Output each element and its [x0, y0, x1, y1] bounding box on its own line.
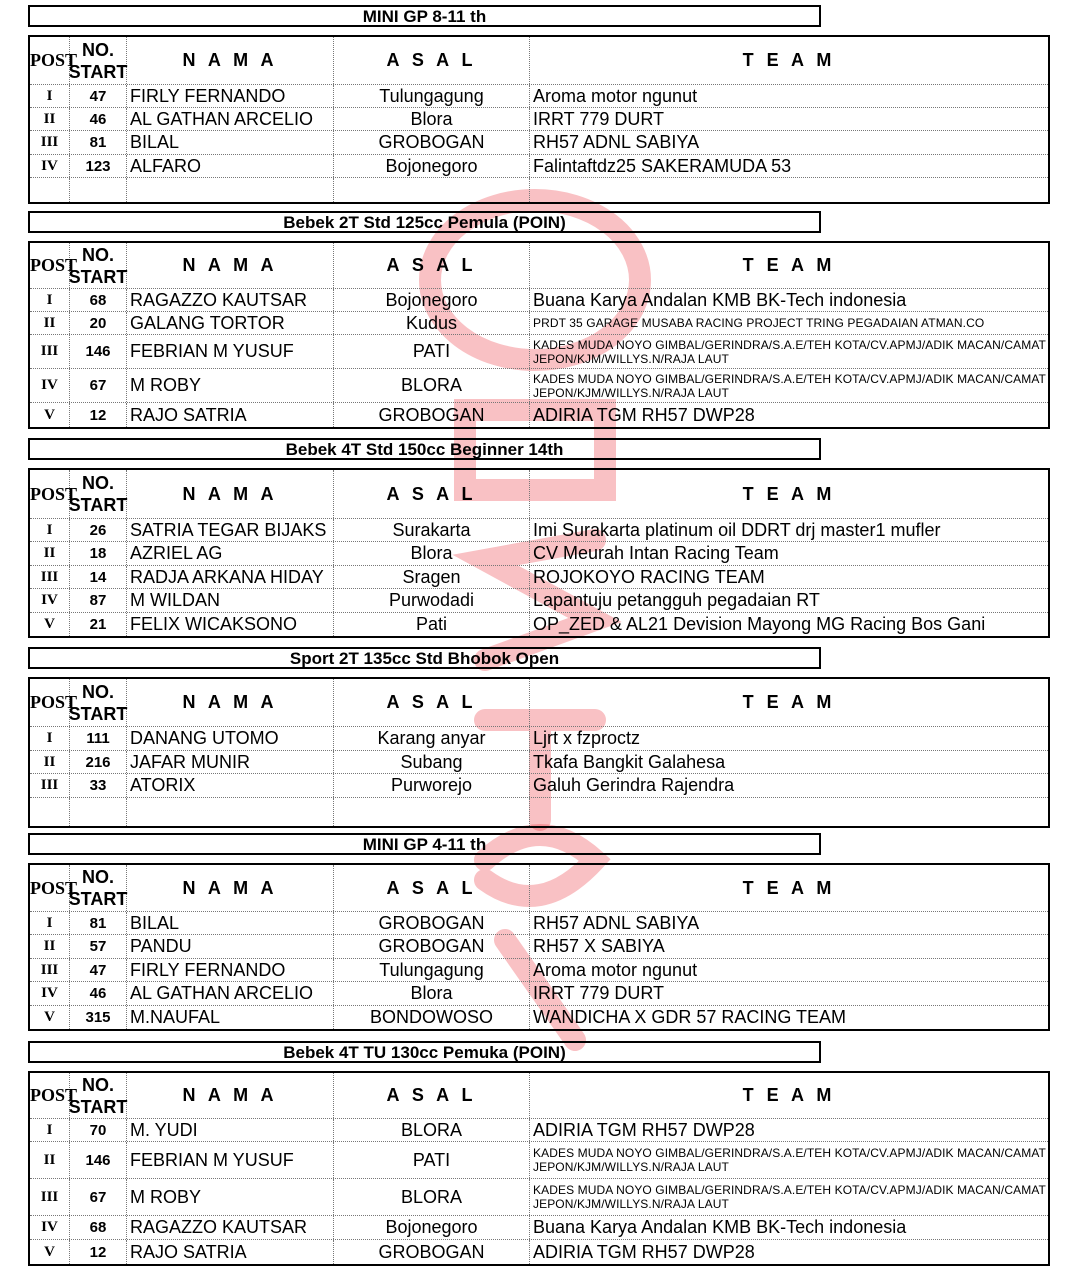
header-nama: N A M A: [127, 37, 334, 84]
table-row: [30, 131, 1048, 155]
team-cell: Lapantuju petangguh pegadaian RT: [533, 590, 820, 610]
origin-cell: Purwodadi: [334, 589, 530, 612]
header-no-start: [70, 1073, 127, 1118]
header-no-line1: NO.: [81, 244, 114, 265]
start-number-cell: 81: [70, 912, 127, 934]
rider-name-cell: GALANG TORTOR: [127, 312, 334, 334]
origin-cell: GROBOGAN: [334, 912, 530, 934]
start-number-cell: 57: [70, 935, 127, 958]
position-cell: I: [30, 727, 70, 750]
rider-name-cell: AL GATHAN ARCELIO: [127, 108, 334, 130]
start-number-cell: 18: [70, 542, 127, 565]
start-number-cell: 123: [70, 155, 127, 177]
rider-name-cell: ALFARO: [127, 155, 334, 177]
origin-cell: Blora: [334, 982, 530, 1005]
header-no-line2: START: [68, 1096, 128, 1117]
start-number-cell: [70, 178, 127, 202]
team-cell: IRRT 779 DURT: [533, 108, 665, 129]
start-number-cell: 67: [70, 1179, 127, 1215]
table-header-row: [30, 243, 1048, 289]
header-nama: N A M A: [127, 1073, 334, 1118]
table-row: [30, 589, 1048, 613]
table-row: [30, 542, 1048, 566]
origin-cell: GROBOGAN: [334, 1240, 530, 1264]
header-team: T E A M: [742, 1085, 836, 1105]
position-cell: I: [30, 289, 70, 311]
position-cell: IV: [30, 589, 70, 612]
origin-cell: Blora: [334, 108, 530, 130]
section-title: Bebek 4T Std 150cc Beginner 14th: [28, 438, 821, 460]
header-team: T E A M: [742, 692, 836, 712]
team-cell: RH57 X SABIYA: [533, 936, 665, 956]
start-number-cell: 12: [70, 403, 127, 427]
origin-cell: GROBOGAN: [334, 131, 530, 154]
position-cell: [30, 798, 70, 826]
table-row: [30, 912, 1048, 935]
rider-name-cell: DANANG UTOMO: [127, 727, 334, 750]
header-team: T E A M: [742, 255, 836, 275]
table-header-row: [30, 865, 1048, 912]
header-no-line2: START: [68, 266, 128, 287]
start-number-cell: 146: [70, 1142, 127, 1178]
table-row: [30, 335, 1048, 369]
rider-name-cell: FIRLY FERNANDO: [127, 959, 334, 981]
position-cell: V: [30, 613, 70, 636]
start-number-cell: 14: [70, 566, 127, 588]
header-no-line2: START: [68, 61, 128, 82]
position-cell: III: [30, 131, 70, 154]
header-no-start: [70, 865, 127, 911]
origin-cell: Tulungagung: [334, 85, 530, 107]
team-cell: PRDT 35 GARAGE MUSABA RACING PROJECT TRING PEGADAIAN ATMAN.CO: [533, 316, 985, 330]
table-row: [30, 727, 1048, 751]
header-post: POST: [30, 243, 70, 288]
start-number-cell: 70: [70, 1119, 127, 1141]
team-cell: WANDICHA X GDR 57 RACING TEAM: [533, 1007, 847, 1027]
origin-cell: Surakarta: [334, 519, 530, 541]
header-asal: A S A L: [334, 243, 530, 288]
rider-name-cell: ATORIX: [127, 774, 334, 797]
position-cell: I: [30, 85, 70, 107]
team-cell: Aroma motor ngunut: [533, 959, 698, 980]
table-header-row: [30, 470, 1048, 519]
team-cell: Aroma motor ngunut: [533, 85, 698, 106]
header-team: T E A M: [742, 483, 836, 504]
table-row: [30, 178, 1048, 202]
origin-cell: Kudus: [334, 312, 530, 334]
origin-cell: Bojonegoro: [334, 1216, 530, 1239]
table-header-row: [30, 37, 1048, 85]
start-number-cell: 146: [70, 335, 127, 368]
origin-cell: BLORA: [334, 1179, 530, 1215]
position-cell: III: [30, 774, 70, 797]
rider-name-cell: M ROBY: [127, 369, 334, 402]
rider-name-cell: PANDU: [127, 935, 334, 958]
table-row: [30, 1006, 1048, 1029]
rider-name-cell: RAGAZZO KAUTSAR: [127, 1216, 334, 1239]
position-cell: IV: [30, 155, 70, 177]
header-post: POST: [30, 679, 70, 726]
header-no-line1: NO.: [81, 867, 114, 887]
position-cell: III: [30, 566, 70, 588]
header-team: T E A M: [742, 50, 836, 70]
origin-cell: PATI: [334, 1142, 530, 1178]
team-cell: Galuh Gerindra Rajendra: [533, 775, 735, 795]
position-cell: IV: [30, 982, 70, 1005]
start-number-cell: 81: [70, 131, 127, 154]
rider-name-cell: FEBRIAN M YUSUF: [127, 1142, 334, 1178]
header-no-line2: START: [68, 889, 128, 909]
table-header-row: [30, 1073, 1048, 1119]
table-row: [30, 1216, 1048, 1240]
origin-cell: Karang anyar: [334, 727, 530, 750]
origin-cell: [334, 798, 530, 826]
position-cell: III: [30, 959, 70, 981]
start-number-cell: 47: [70, 959, 127, 981]
origin-cell: Pati: [334, 613, 530, 636]
header-post: POST: [30, 37, 70, 84]
header-asal: A S A L: [334, 865, 530, 911]
team-cell: [530, 178, 1048, 202]
header-nama: N A M A: [127, 679, 334, 726]
team-cell: Tkafa Bangkit Galahesa: [533, 751, 726, 772]
position-cell: I: [30, 519, 70, 541]
header-team: T E A M: [742, 877, 836, 898]
origin-cell: GROBOGAN: [334, 403, 530, 427]
team-cell: RH57 ADNL SABIYA: [533, 132, 700, 152]
table-row: [30, 519, 1048, 542]
position-cell: II: [30, 751, 70, 773]
table-row: [30, 289, 1048, 312]
start-number-cell: 315: [70, 1006, 127, 1029]
header-post: POST: [30, 865, 70, 911]
origin-cell: GROBOGAN: [334, 935, 530, 958]
rider-name-cell: BILAL: [127, 912, 334, 934]
rider-name-cell: AZRIEL AG: [127, 542, 334, 565]
position-cell: V: [30, 1240, 70, 1264]
table-row: [30, 613, 1048, 636]
position-cell: IV: [30, 369, 70, 402]
header-asal: A S A L: [334, 679, 530, 726]
table-row: [30, 935, 1048, 959]
start-number-cell: 46: [70, 982, 127, 1005]
table-row: [30, 1119, 1048, 1142]
team-cell: CV Meurah Intan Racing Team: [533, 543, 779, 563]
team-cell: KADES MUDA NOYO GIMBAL/GERINDRA/S.A.E/TEH KOTA/CV.APMJ/ADIK MACAN/CAMAT JEPON/KJM/WILLYS.N/RAJA LAUT: [533, 1146, 1046, 1174]
team-cell: KADES MUDA NOYO GIMBAL/GERINDRA/S.A.E/TEH KOTA/CV.APMJ/ADIK MACAN/CAMAT JEPON/KJM/WILLYS.N/RAJA LAUT: [533, 1183, 1046, 1211]
header-no-start: [70, 470, 127, 518]
table-row: [30, 959, 1048, 982]
rider-name-cell: RADJA ARKANA HIDAY: [127, 566, 334, 588]
results-table: [28, 468, 1050, 638]
start-number-cell: 33: [70, 774, 127, 797]
position-cell: II: [30, 108, 70, 130]
team-cell: ADIRIA TGM RH57 DWP28: [533, 404, 755, 425]
table-row: [30, 108, 1048, 131]
team-cell: ROJOKOYO RACING TEAM: [533, 566, 765, 587]
start-number-cell: 68: [70, 289, 127, 311]
position-cell: I: [30, 912, 70, 934]
header-asal: A S A L: [334, 470, 530, 518]
origin-cell: Subang: [334, 751, 530, 773]
start-number-cell: 216: [70, 751, 127, 773]
team-cell: Imi Surakarta platinum oil DDRT drj master1 mufler: [533, 519, 941, 540]
rider-name-cell: JAFAR MUNIR: [127, 751, 334, 773]
origin-cell: BONDOWOSO: [334, 1006, 530, 1029]
header-no-start: [70, 37, 127, 84]
table-row: [30, 369, 1048, 403]
team-cell: Ljrt x fzproctz: [533, 728, 641, 748]
results-table: [28, 35, 1050, 204]
rider-name-cell: SATRIA TEGAR BIJAKS: [127, 519, 334, 541]
team-cell: IRRT 779 DURT: [533, 983, 665, 1003]
header-no-start: [70, 679, 127, 726]
position-cell: II: [30, 1142, 70, 1178]
header-nama: N A M A: [127, 243, 334, 288]
start-number-cell: 111: [70, 727, 127, 750]
start-number-cell: 87: [70, 589, 127, 612]
team-cell: Buana Karya Andalan KMB BK-Tech indonesia: [533, 289, 907, 310]
header-nama: N A M A: [127, 865, 334, 911]
rider-name-cell: RAJO SATRIA: [127, 403, 334, 427]
start-number-cell: 67: [70, 369, 127, 402]
rider-name-cell: [127, 178, 334, 202]
position-cell: [30, 178, 70, 202]
origin-cell: BLORA: [334, 1119, 530, 1141]
header-post: POST: [30, 470, 70, 518]
results-table: [28, 241, 1050, 429]
rider-name-cell: FEBRIAN M YUSUF: [127, 335, 334, 368]
position-cell: I: [30, 1119, 70, 1141]
rider-name-cell: RAGAZZO KAUTSAR: [127, 289, 334, 311]
team-cell: KADES MUDA NOYO GIMBAL/GERINDRA/S.A.E/TEH KOTA/CV.APMJ/ADIK MACAN/CAMAT JEPON/KJM/WILLYS.N/RAJA LAUT: [533, 337, 1046, 366]
start-number-cell: 68: [70, 1216, 127, 1239]
section-title: MINI GP 8-11 th: [28, 5, 821, 27]
section-title: Sport 2T 135cc Std Bhobok Open: [28, 647, 821, 669]
rider-name-cell: M.NAUFAL: [127, 1006, 334, 1029]
origin-cell: Purworejo: [334, 774, 530, 797]
section-title: MINI GP 4-11 th: [28, 833, 821, 855]
rider-name-cell: FELIX WICAKSONO: [127, 613, 334, 636]
header-no-start: [70, 243, 127, 288]
section-title: Bebek 2T Std 125cc Pemula (POIN): [28, 211, 821, 233]
position-cell: V: [30, 403, 70, 427]
header-no-line1: NO.: [81, 1074, 114, 1095]
rider-name-cell: AL GATHAN ARCELIO: [127, 982, 334, 1005]
start-number-cell: 12: [70, 1240, 127, 1264]
origin-cell: Bojonegoro: [334, 289, 530, 311]
start-number-cell: [70, 798, 127, 826]
header-no-line2: START: [68, 703, 128, 724]
position-cell: II: [30, 935, 70, 958]
origin-cell: Bojonegoro: [334, 155, 530, 177]
origin-cell: PATI: [334, 335, 530, 368]
table-row: [30, 403, 1048, 427]
team-cell: Falintaftdz25 SAKERAMUDA 53: [533, 155, 792, 176]
rider-name-cell: M WILDAN: [127, 589, 334, 612]
results-table: [28, 677, 1050, 828]
header-no-line1: NO.: [81, 473, 114, 493]
header-asal: A S A L: [334, 37, 530, 84]
table-row: [30, 566, 1048, 589]
position-cell: V: [30, 1006, 70, 1029]
team-cell: [530, 798, 1048, 826]
start-number-cell: 21: [70, 613, 127, 636]
header-asal: A S A L: [334, 1073, 530, 1118]
team-cell: RH57 ADNL SABIYA: [533, 912, 700, 933]
team-cell: ADIRIA TGM RH57 DWP28: [533, 1241, 755, 1262]
position-cell: III: [30, 335, 70, 368]
table-header-row: [30, 679, 1048, 727]
origin-cell: [334, 178, 530, 202]
origin-cell: Tulungagung: [334, 959, 530, 981]
table-row: [30, 982, 1048, 1006]
rider-name-cell: FIRLY FERNANDO: [127, 85, 334, 107]
table-row: [30, 1179, 1048, 1216]
rider-name-cell: M ROBY: [127, 1179, 334, 1215]
table-row: [30, 798, 1048, 826]
rider-name-cell: [127, 798, 334, 826]
table-row: [30, 774, 1048, 798]
header-no-line1: NO.: [81, 39, 114, 60]
rider-name-cell: BILAL: [127, 131, 334, 154]
table-row: [30, 85, 1048, 108]
origin-cell: Sragen: [334, 566, 530, 588]
start-number-cell: 26: [70, 519, 127, 541]
results-table: [28, 1071, 1050, 1266]
header-post: POST: [30, 1073, 70, 1118]
position-cell: II: [30, 312, 70, 334]
position-cell: III: [30, 1179, 70, 1215]
position-cell: IV: [30, 1216, 70, 1239]
header-no-line2: START: [68, 495, 128, 515]
results-table: [28, 863, 1050, 1031]
rider-name-cell: M. YUDI: [127, 1119, 334, 1141]
table-row: [30, 751, 1048, 774]
origin-cell: Blora: [334, 542, 530, 565]
start-number-cell: 46: [70, 108, 127, 130]
table-row: [30, 1142, 1048, 1179]
table-row: [30, 155, 1048, 178]
header-no-line1: NO.: [81, 681, 114, 702]
header-nama: N A M A: [127, 470, 334, 518]
team-cell: Buana Karya Andalan KMB BK-Tech indonesia: [533, 1217, 907, 1237]
start-number-cell: 47: [70, 85, 127, 107]
start-number-cell: 20: [70, 312, 127, 334]
position-cell: II: [30, 542, 70, 565]
rider-name-cell: RAJO SATRIA: [127, 1240, 334, 1264]
team-cell: KADES MUDA NOYO GIMBAL/GERINDRA/S.A.E/TEH KOTA/CV.APMJ/ADIK MACAN/CAMAT JEPON/KJM/WILLYS.N/RAJA LAUT: [533, 371, 1046, 400]
origin-cell: BLORA: [334, 369, 530, 402]
table-row: [30, 312, 1048, 335]
team-cell: ADIRIA TGM RH57 DWP28: [533, 1119, 755, 1140]
section-title: Bebek 4T TU 130cc Pemuka (POIN): [28, 1041, 821, 1063]
table-row: [30, 1240, 1048, 1264]
team-cell: OP_ZED & AL21 Devision Mayong MG Racing Bos Gani: [533, 614, 986, 634]
